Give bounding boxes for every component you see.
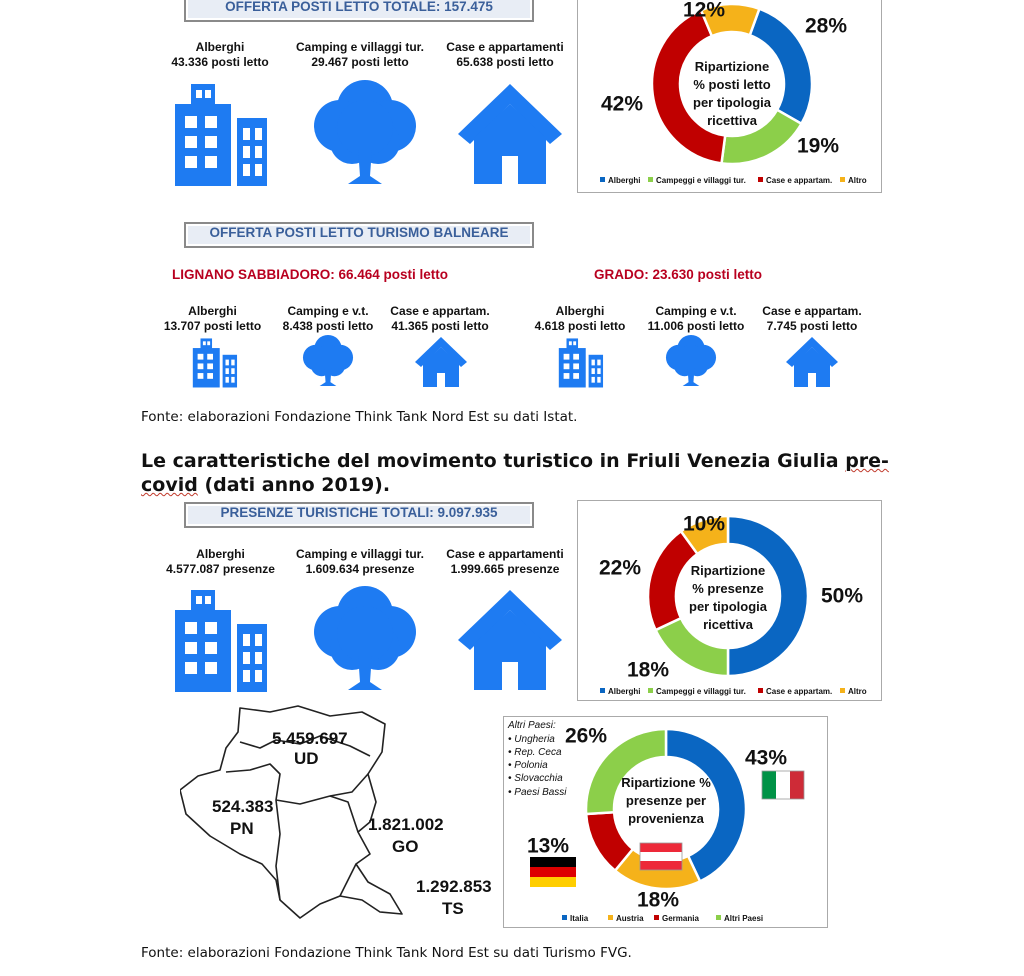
tree-icon [310, 78, 420, 188]
altri-paesi-note [507, 720, 567, 798]
grado-building-icon-window [564, 363, 570, 369]
legend-swatch [758, 688, 763, 693]
altri-paesi-item-4: • Slovacchia [508, 773, 563, 784]
grado-alberghi-name: Alberghi [555, 304, 605, 318]
camping-value: 29.467 posti letto [311, 55, 409, 69]
grado-case-name: Case e appartam. [762, 304, 862, 318]
legend-swatch [562, 915, 567, 920]
lignano-building-icon-window [226, 368, 229, 374]
grado-title: GRADO: 23.630 posti letto [594, 267, 763, 282]
lignano-building-icon-window [203, 341, 206, 345]
lignano-alberghi-name: Alberghi [188, 304, 237, 318]
altri-paesi-item-5: • Paesi Bassi [508, 787, 567, 798]
grado-building-icon-top [567, 338, 579, 349]
grado-alberghi-label [520, 304, 640, 334]
map-go-name: GO [392, 837, 419, 856]
chart-provenienza-box [503, 716, 828, 928]
building-icon-annex [237, 118, 267, 186]
presenze-house-icon [454, 584, 566, 692]
donut-center-label: Ripartizione [694, 59, 770, 74]
germany-flag-icon [530, 857, 576, 887]
donut-slice-case-e-appartam- [648, 531, 697, 630]
presenze-building-icon-window [205, 596, 211, 604]
grado-building-icon-window [573, 341, 576, 345]
section-heading [141, 449, 901, 497]
donut-center-label: presenze per [625, 793, 707, 808]
slice-label: 18% [626, 658, 670, 682]
donut-center-label: ricettiva [703, 617, 753, 632]
presenze-building-icon-window [243, 652, 250, 664]
slice-label: 42% [600, 92, 644, 116]
fvg-map [180, 704, 510, 926]
map-pn-name: PN [230, 819, 254, 838]
presenze-tree-icon [310, 584, 420, 694]
lignano-case-value: 41.365 posti letto [391, 319, 489, 333]
building-icon-window [196, 90, 202, 98]
presenze-case-label [435, 547, 575, 577]
presenze-building-icon-top [191, 590, 215, 612]
presenze-building-icon-window [205, 622, 217, 634]
slice-label: 26% [564, 724, 608, 748]
heading-text-1: Le caratteristiche del movimento turistico in Friuli Venezia Giulia [141, 450, 846, 472]
donut-center-label: Ripartizione % [621, 775, 711, 790]
grado-building-icon-annex [589, 355, 603, 388]
slice-label: 19% [796, 134, 840, 158]
case-name: Case e appartamenti [446, 40, 564, 54]
building-icon-window [185, 116, 197, 128]
map-ts-value: 1.292.853 [416, 877, 492, 896]
building-icon-window [255, 164, 262, 176]
grado-case-value: 7.745 posti letto [766, 319, 858, 333]
presenze-case-name: Case e appartamenti [446, 547, 564, 561]
lignano-building-icon-top [201, 338, 213, 349]
presenze-camping-name: Camping e villaggi tur. [295, 547, 425, 561]
legend-entry: Altro [848, 176, 867, 185]
lignano-building-icon-window [207, 354, 213, 360]
map-go-value: 1.821.002 [368, 815, 444, 834]
map-pn-value: 524.383 [212, 797, 274, 816]
legend-swatch [840, 688, 845, 693]
slice-label: 18% [636, 888, 680, 912]
camping-label [285, 40, 435, 70]
grado-alberghi-value: 4.618 posti letto [534, 319, 626, 333]
legend-entry: Alberghi [608, 176, 641, 185]
donut-center-label: per tipologia [689, 599, 767, 614]
presenze-case-value: 1.999.665 presenze [450, 562, 560, 576]
legend-entry: Germania [662, 914, 699, 923]
lignano-building-icon-window [226, 360, 229, 366]
presenze-camping-value: 1.609.634 presenze [305, 562, 415, 576]
lignano-building-icon-window [231, 360, 234, 366]
grado-building-icon-window [592, 360, 595, 366]
donut-segments [648, 516, 808, 676]
altri-paesi-item-1: • Ungheria [508, 734, 555, 745]
grado-camping-label [636, 304, 756, 334]
legend-swatch [600, 177, 605, 182]
grado-case-label [752, 304, 872, 334]
grado-building-icon-window [597, 377, 600, 383]
lignano-tree-icon [301, 334, 355, 388]
lignano-building-icon-window [207, 373, 213, 379]
lignano-alberghi-value: 13.707 posti letto [163, 319, 262, 333]
grado-building-icon-tower [559, 348, 586, 387]
building-icon-window [243, 164, 250, 176]
italy-flag-icon [762, 771, 804, 799]
heading-text-2: pre- [845, 450, 889, 472]
lignano-building-icon-window [231, 368, 234, 374]
legend-entry: Altro [848, 687, 867, 696]
grado-building-icon-window [573, 363, 579, 369]
grado-building-icon-window [573, 354, 579, 360]
slice-label: 10% [682, 512, 726, 536]
donut-chart-provenienza [504, 717, 827, 927]
presenze-building-icon-window [185, 642, 197, 654]
lignano-title: LIGNANO SABBIADORO: 66.464 posti letto [172, 267, 449, 282]
presenze-building-icon-window [255, 652, 262, 664]
legend-swatch [648, 688, 653, 693]
legend-swatch [716, 915, 721, 920]
slice-label: 12% [682, 0, 726, 22]
heading-line-2 [141, 473, 901, 497]
lignano-case-label [380, 304, 500, 334]
lignano-building-icon-window [198, 373, 204, 379]
presenze-camping-label [285, 547, 435, 577]
presenze-alberghi-label [148, 547, 293, 577]
lignano-building-icon-window [198, 363, 204, 369]
offerta-totale-title: OFFERTA POSTI LETTO TOTALE: 157.475 [184, 0, 534, 22]
lignano-building-icon-window [207, 341, 210, 345]
grado-camping-value: 11.006 posti letto [647, 319, 745, 333]
donut-center-label: Ripartizione [690, 563, 766, 578]
legend-swatch [600, 688, 605, 693]
donut-center-label: provenienza [628, 811, 704, 826]
building-icon-window [255, 146, 262, 158]
presenze-building-icon [165, 586, 269, 692]
slice-label: 13% [526, 834, 570, 858]
donut-chart-presenze [578, 501, 881, 700]
altri-paesi-title: Altri Paesi: [508, 720, 556, 731]
lignano-building-icon-window [231, 377, 234, 383]
building-icon-tower [175, 104, 231, 186]
lignano-camping-label [268, 304, 388, 334]
legend-entry: Campeggi e villaggi tur. [656, 687, 746, 696]
slice-label: 22% [598, 556, 642, 580]
presenze-building-icon-window [205, 642, 217, 654]
lignano-camping-name: Camping e v.t. [287, 304, 369, 318]
lignano-alberghi-label [150, 304, 275, 334]
chart-posti-letto-box [577, 0, 882, 193]
heading-line-1 [141, 449, 901, 473]
altri-paesi-item-3: • Polonia [508, 760, 548, 771]
lignano-building-icon-window [207, 363, 213, 369]
donut-slice-alberghi [728, 516, 808, 676]
legend-entry: Case e appartam. [766, 176, 833, 185]
austria-flag-icon [640, 843, 682, 870]
legend-swatch [648, 177, 653, 182]
legend-entry: Case e appartam. [766, 687, 833, 696]
lignano-building-icon [188, 336, 238, 388]
donut-center-label: per tipologia [693, 95, 771, 110]
legend-entry: Italia [570, 914, 589, 923]
legend-entry: Campeggi e villaggi tur. [656, 176, 746, 185]
legend-entry: Austria [616, 914, 644, 923]
altri-paesi-item-2: • Rep. Ceca [508, 747, 562, 758]
donut-chart-posti-letto [578, 0, 881, 192]
presenze-totali-title: PRESENZE TURISTICHE TOTALI: 9.097.935 [184, 502, 534, 528]
presenze-alberghi-name: Alberghi [196, 547, 245, 561]
presenze-building-icon-window [185, 662, 197, 674]
legend-swatch [758, 177, 763, 182]
heading-text-4: (dati anno 2019). [197, 474, 391, 496]
turismo-balneare-title: OFFERTA POSTI LETTO TURISMO BALNEARE [184, 222, 534, 248]
presenze-building-icon-window [243, 634, 250, 646]
alberghi-name: Alberghi [195, 40, 245, 54]
grado-building-icon-window [592, 377, 595, 383]
map-ud-value: 5.459.697 [272, 729, 348, 748]
case-value: 65.638 posti letto [456, 55, 554, 69]
chart-presenze-box [577, 500, 882, 701]
presenze-alberghi-value: 4.577.087 presenze [166, 562, 275, 576]
presenze-building-icon-window [205, 662, 217, 674]
presenze-building-icon-window [255, 634, 262, 646]
map-ts-name: TS [442, 899, 464, 918]
grado-camping-name: Camping e v.t. [655, 304, 737, 318]
lignano-building-icon-window [226, 377, 229, 383]
building-icon [165, 80, 269, 186]
building-icon-window [205, 136, 217, 148]
grado-building-icon [554, 336, 604, 388]
building-icon-window [205, 116, 217, 128]
building-icon-top [191, 84, 215, 106]
lignano-house-icon [413, 334, 469, 388]
building-icon-window [185, 156, 197, 168]
presenze-building-icon-tower [175, 610, 231, 692]
presenze-building-icon-window [243, 670, 250, 682]
building-icon-window [255, 128, 262, 140]
source-istat: Fonte: elaborazioni Fondazione Think Tank Nord Est su dati Istat. [141, 409, 578, 425]
alberghi-label [150, 40, 290, 70]
legend-entry: Altri Paesi [724, 914, 764, 923]
presenze-building-icon-window [255, 670, 262, 682]
building-icon-window [243, 146, 250, 158]
house-icon [454, 78, 566, 186]
alberghi-value: 43.336 posti letto [171, 55, 269, 69]
legend-swatch [840, 177, 845, 182]
lignano-building-icon-annex [223, 355, 237, 388]
lignano-camping-value: 8.438 posti letto [282, 319, 374, 333]
camping-name: Camping e villaggi tur. [295, 40, 425, 54]
legend-swatch [608, 915, 613, 920]
grado-building-icon-window [564, 354, 570, 360]
grado-building-icon-window [564, 373, 570, 379]
donut-center-label: % posti letto [693, 77, 771, 92]
grado-building-icon-window [569, 341, 572, 345]
building-icon-window [243, 128, 250, 140]
grado-building-icon-window [597, 360, 600, 366]
grado-tree-icon [664, 334, 718, 388]
lignano-building-icon-window [198, 354, 204, 360]
slice-label: 28% [804, 14, 848, 38]
presenze-building-icon-window [185, 622, 197, 634]
slice-label: 43% [744, 746, 788, 770]
map-ud-name: UD [294, 749, 319, 768]
case-label [435, 40, 575, 70]
grado-building-icon-window [592, 368, 595, 374]
lignano-case-name: Case e appartam. [390, 304, 490, 318]
legend-swatch [654, 915, 659, 920]
presenze-building-icon-annex [237, 624, 267, 692]
presenze-building-icon-window [196, 596, 202, 604]
heading-text-3: covid [141, 474, 198, 496]
building-icon-window [205, 90, 211, 98]
legend-entry: Alberghi [608, 687, 641, 696]
grado-building-icon-window [597, 368, 600, 374]
building-icon-window [205, 156, 217, 168]
donut-center-label: ricettiva [707, 113, 757, 128]
lignano-building-icon-tower [193, 348, 220, 387]
grado-building-icon-window [573, 373, 579, 379]
slice-label: 50% [820, 584, 864, 608]
grado-house-icon [784, 334, 840, 388]
building-icon-window [185, 136, 197, 148]
donut-center-label: % presenze [692, 581, 764, 596]
source-turismo-fvg: Fonte: elaborazioni Fondazione Think Tank Nord Est su dati Turismo FVG. [141, 945, 632, 961]
